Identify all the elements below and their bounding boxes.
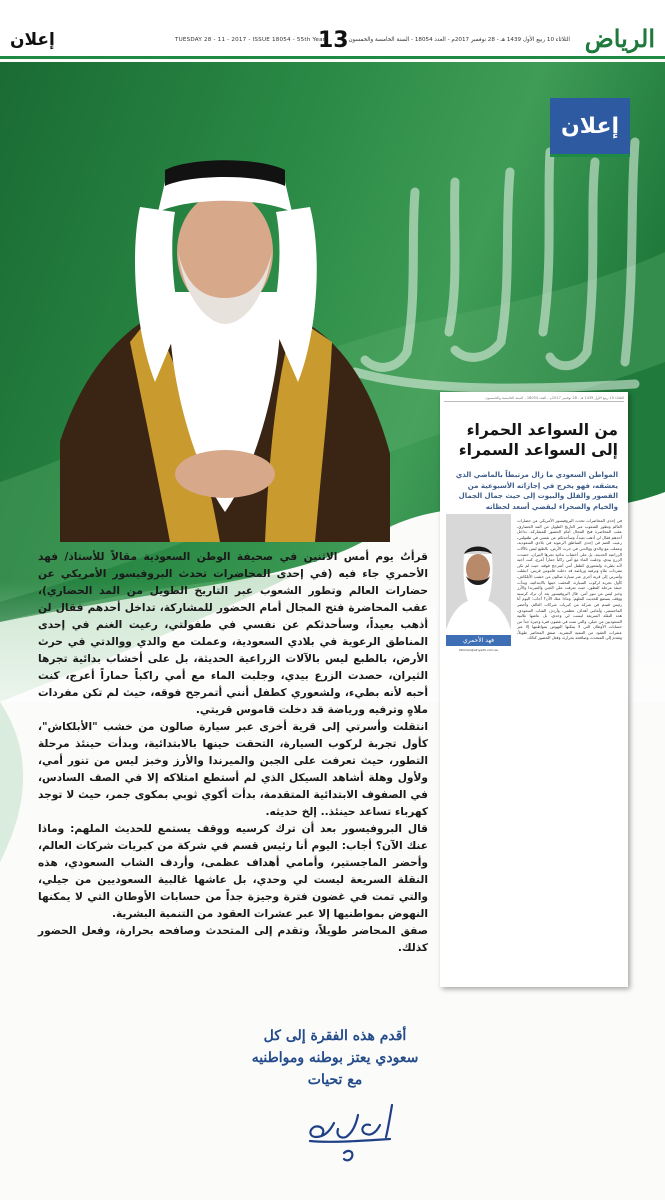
advertisement xyxy=(0,62,665,1200)
section-label: إعلان xyxy=(10,30,55,50)
masthead xyxy=(0,0,665,59)
author-email: fahmari@alriyadh.com.sa xyxy=(459,648,498,652)
handwritten-signature xyxy=(300,1097,400,1167)
date-line: TUESDAY 28 - 11 - 2017 - ISSUE 18054 - 55th Year xyxy=(175,37,326,43)
clipping-title-line2: إلى السواعد السمراء xyxy=(458,441,618,459)
clipping-title-line1: من السواعد الحمراء xyxy=(466,421,618,439)
body-paragraph: قرأتُ يوم أمس الاثنين في صحيفة الوطن السعودية مقالاً للأستاذ/ فهد الأحمري جاء فيه (في إحدى المحاضرات تحدث البروفيسور الأمريكي عن حضارات العالم وتطور الشعوب عبر التاريخ الطويل من المد الحضاري)، عقب المحاضرة فتح المجال أمام الحضور للمشاركة، تداخل أحدهم فقال لن أذهب بعيداً، وسأحدثكم عن نفسي في طفولتي، رعيت الغنم في إحدى المناطق الرعوية في بلادي السعودية، وعملت مع والدي ووالدتي في حرث الأرض، بالطبع ليس بالآلات الزراعية الحديثة، بل على أخشاب بدائية تجرها الثيران، حصدت الزرع بيدي، وجلبت الماء مع أمي راكباً حماراً أعرج، كنت أحبه لأنه بطيء، ولشعوري كطفل أنني أتمرجح فوقه، حيث لم تكن مفردات ملاهٍ وترفيه ورياضة قد دخلت قاموس قريتي. xyxy=(38,551,428,716)
body-paragraph: انتقلت وأسرتي إلى قرية أخرى عبر سيارة صالون من خشب "الأبلكاش"، كأول تجربة لركوب السيارة، التحقت حينها بالابتدائية، وبدأت حينئذ مرحلة التطور، حيث تعرفت على الجبن والميرندا والأرز وخبز ليس من تنور أمي، ولأول وهلة أشاهد السيكل الذي لم أستطع امتلاكه إلا في الصف السادس، في الصفوف الابتدائية المتقدمة، بدأت أكوي ثوبي بمكوى جمر، حيث لا توجد كهرباء تساعد حينئذ.. إلخ حديثه. xyxy=(38,721,428,818)
body-paragraph: صفق المحاضر طويلاً، وتقدم إلى المتحدث وصافحه بحرارة، وفعل الحضور كذلك. xyxy=(38,925,428,954)
issue-info: الثلاثاء 10 ربيع الأول 1439 هـ - 28 نوفمبر 2017م - العدد 18054 - السنة الخامسة والخمسون xyxy=(348,37,570,43)
author-name: فهد الأحمري xyxy=(446,635,511,646)
newspaper-logo: الرياض xyxy=(584,24,655,53)
ad-label-badge: إعلان xyxy=(550,98,630,157)
clipping-subtitle: المواطن السعودي ما زال مرتبطاً بالماضي الذي يعشقه، فهو يخرج في إجازاته الأسبوعية من القصور والفلل والبيوت إلى حيث جمال الجمال والخيام والصحراء ليقضي أسعد لحظاته xyxy=(455,471,618,511)
clipping-column-text: في إحدى المحاضرات تحدث البروفيسور الأمريكي عن حضارات العالم وتطور الشعوب عبر التاريخ الطويل من المد الحضاري، عقب المحاضرة فتح المجال أمام الحضور للمشاركة، تداخل أحدهم فقال لن أذهب بعيداً، وسأحدثكم عن نفسي في طفولتي، رعيت الغنم في إحدى المناطق الرعوية في بلادي السعودية، وعملت مع والدي ووالدتي في حرث الأرض، بالطبع ليس بالآلات الزراعية الحديثة، بل على أخشاب بدائية تجرها الثيران، حصدت الزرع بيدي، وجلبت الماء مع أمي راكباً حماراً أعرج، كنت أحبه لأنه بطيء، ولشعوري كطفل أنني أتمرجح فوقه، حيث لم تكن مفردات ملاهٍ وترفيه ورياضة قد دخلت قاموس قريتي. انتقلت وأسرتي إلى قرية أخرى عبر سيارة صالون من خشب الأبلكاش، كأول تجربة لركوب السيارة، التحقت حينها بالابتدائية، وبدأت حينئذ مرحلة التطور، حيث تعرفت على الجبن والميرندا والأرز وخبز ليس من تنور أمي. قال البروفيسور بعد أن ترك كرسيه ووقف يستمع للحديث الملهم: وماذا عنك الآن؟ أجاب: اليوم أنا رئيس قسم في شركة من كبريات شركات العالم، وأحضر الماجستير، وأمامي أهداف عظمى، وأردف الشاب السعودي، هذه النقلة السريعة ليست لي وحدي، بل عاشها غالبية السعوديين من جيلي، والتي تمت في غضون فترة وجيزة جداً من حسابات الأوطان التي لا يمكنها النهوض بمواطنيها إلا عبر عشرات العقود من التنمية البشرية. صفق المحاضر طويلاً، وتقدم إلى المتحدث وصافحه بحرارة، وفعل الحضور كذلك. xyxy=(517,518,622,641)
body-paragraph: قال البروفيسور بعد أن ترك كرسيه ووقف يستمع للحديث الملهم: وماذا عنك الآن؟ أجاب: اليوم أنا رئيس قسم في شركة من كبريات شركات العالم، وأحضر الماجستير، وأمامي أهداف عظمى، وأردف الشاب السعودي، هذه النقلة السريعة ليست لي وحدي، بل عاشها غالبية السعوديين من جيلي، والتي تمت في غضون فترة وجيزة جداً من حسابات الأوطان التي لا يمكنها النهوض بمواطنيها إلا عبر عشرات العقود من التنمية البشرية. xyxy=(38,823,428,920)
closing-line: مع تحيات xyxy=(307,1072,363,1088)
clipping-title xyxy=(448,420,618,460)
ad-body-text xyxy=(38,549,428,957)
closing-line: أقدم هذه الفقرة إلى كل xyxy=(263,1028,407,1044)
closing-line: سعودي يعتز بوطنه ومواطنيه xyxy=(251,1050,419,1066)
newspaper-clipping xyxy=(440,392,628,987)
author-photo xyxy=(446,514,511,654)
masthead-rule xyxy=(0,56,665,59)
page-number: 13 xyxy=(318,28,349,53)
closing-dedication xyxy=(230,1025,440,1091)
portrait-photo xyxy=(60,102,390,542)
clipping-header: الثلاثاء 10 ربيع الأول 1439 هـ - 28 نوفمبر 2017م - العدد 18054 - السنة الخامسة والخمسون xyxy=(444,396,624,402)
